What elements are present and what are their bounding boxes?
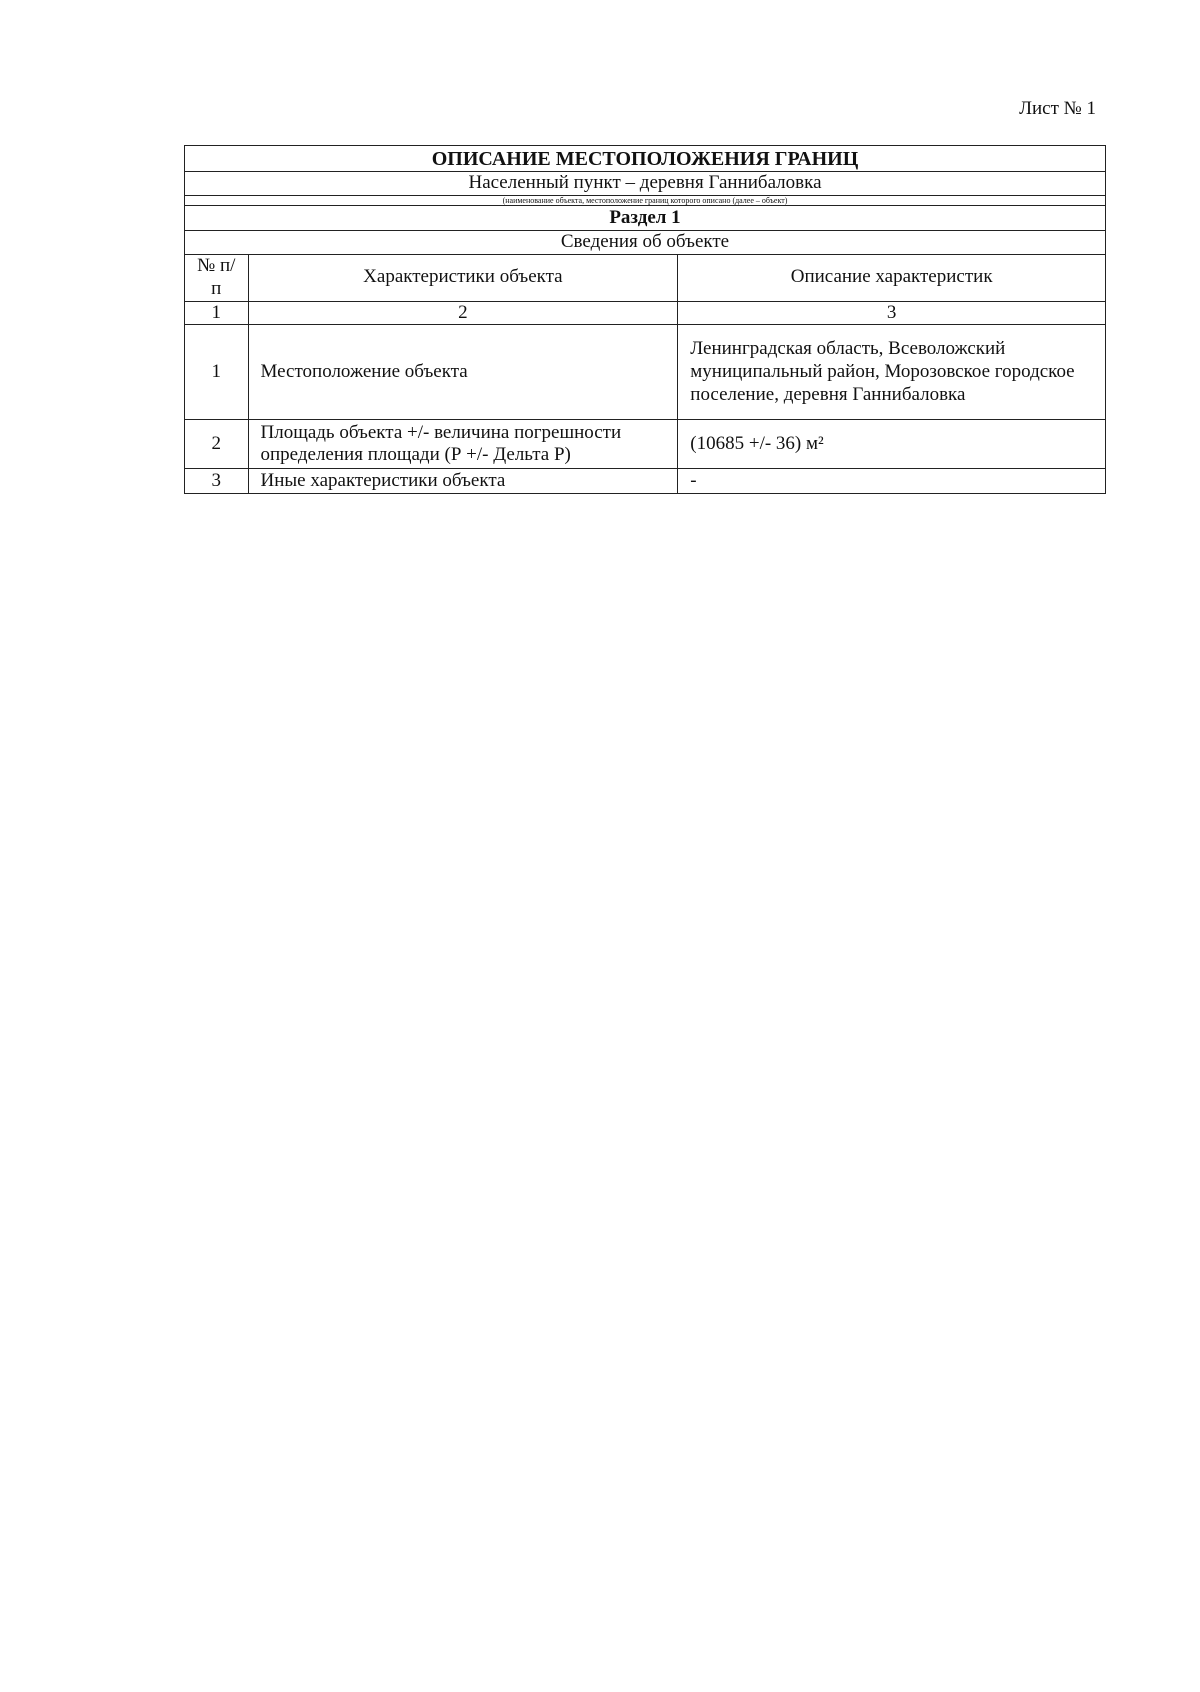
section-title-row (185, 231, 1106, 255)
object-name: Населенный пункт – деревня Ганнибаловка (185, 172, 1106, 196)
object-name-caption: (наименование объекта, местоположение границ которого описано (далее – объект) (185, 196, 1106, 206)
header-description: Описание характеристик (678, 255, 1106, 302)
column-number-row (185, 301, 1106, 325)
column-number: 2 (248, 301, 678, 325)
section-label: Раздел 1 (185, 206, 1106, 231)
row-number: 2 (185, 420, 249, 469)
section-row (185, 206, 1106, 231)
row-description: - (678, 469, 1106, 494)
row-characteristic: Местоположение объекта (248, 325, 678, 420)
table-row (185, 469, 1106, 494)
table-header-row (185, 255, 1106, 302)
header-num: № п/п (185, 255, 249, 302)
section-title: Сведения об объекте (185, 231, 1106, 255)
column-number: 1 (185, 301, 249, 325)
row-description: (10685 +/- 36) м² (678, 420, 1106, 469)
title-row (185, 146, 1106, 172)
document-title: ОПИСАНИЕ МЕСТОПОЛОЖЕНИЯ ГРАНИЦ (185, 146, 1106, 172)
row-characteristic: Иные характеристики объекта (248, 469, 678, 494)
subtitle-row (185, 172, 1106, 196)
row-number: 3 (185, 469, 249, 494)
caption-row (185, 196, 1106, 206)
header-characteristic: Характеристики объекта (248, 255, 678, 302)
table-row (185, 420, 1106, 469)
table-row (185, 325, 1106, 420)
column-number: 3 (678, 301, 1106, 325)
boundary-description-table (184, 145, 1106, 494)
row-description: Ленинградская область, Всеволожский муниципальный район, Морозовское городское поселение, деревня Ганнибаловка (678, 325, 1106, 420)
row-characteristic: Площадь объекта +/- величина погрешности определения площади (Р +/- Дельта Р) (248, 420, 678, 469)
sheet-number: Лист № 1 (1019, 98, 1096, 119)
row-number: 1 (185, 325, 249, 420)
